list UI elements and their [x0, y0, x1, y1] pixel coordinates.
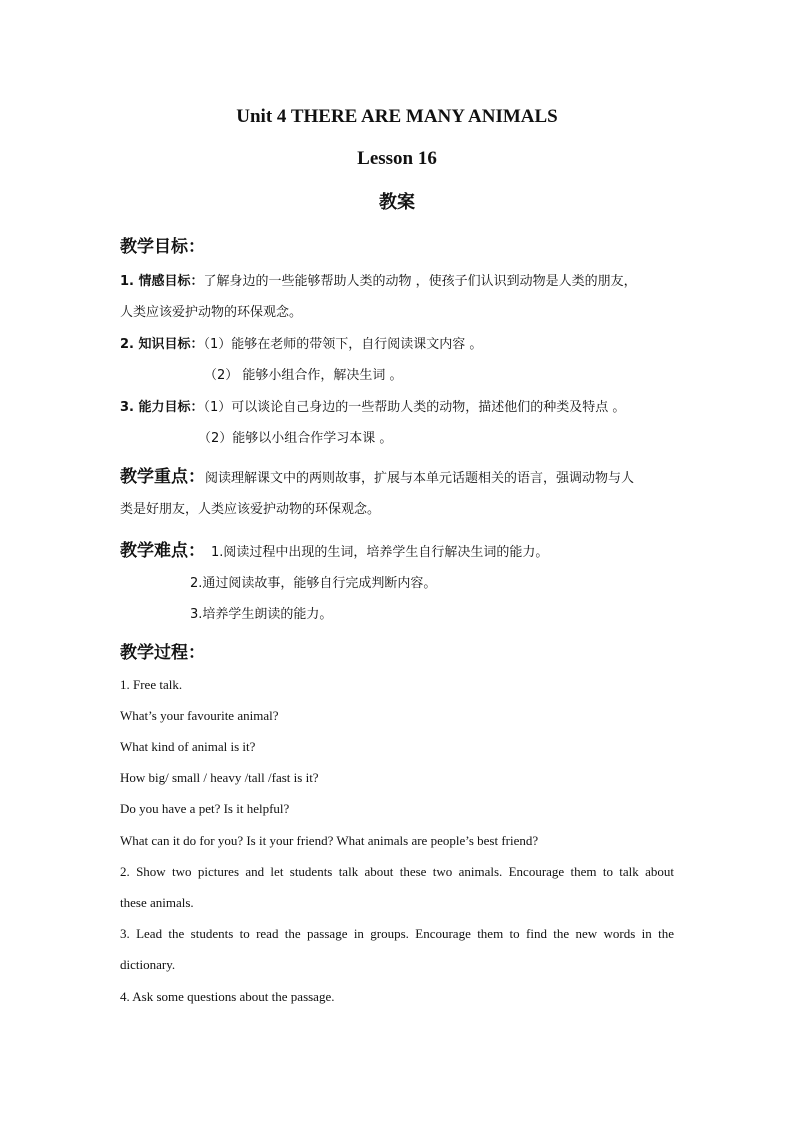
key-points-continued: 类是好朋友，人类应该爱护动物的环保观念。	[120, 502, 381, 517]
process-line: dictionary.	[120, 957, 176, 972]
goal-2	[120, 333, 482, 352]
lesson-title: Lesson 16	[357, 148, 437, 169]
goals-heading: 教学目标：	[120, 237, 205, 257]
doc-subtitle: 教案	[379, 192, 415, 213]
goal-1-continued: 人类应该爱护动物的环保观念。	[120, 305, 303, 320]
process-line: 2. Show two pictures and let students talk about these two animals. Encourage them to talk about	[120, 864, 674, 879]
goal-3	[120, 396, 625, 415]
goal-2-label: 2. 知识目标：	[120, 337, 204, 352]
process-heading: 教学过程：	[120, 643, 205, 663]
key-points	[120, 462, 634, 487]
process-line: 4. Ask some questions about the passage.	[120, 989, 335, 1004]
goal-1-label: 1. 情感目标：	[120, 274, 204, 289]
process-line: What’s your favourite animal?	[120, 708, 279, 723]
key-points-text: 阅读理解课文中的两则故事，扩展与本单元话题相关的语言，强调动物与人	[205, 471, 635, 486]
process-line: What can it do for you? Is it your friend? What animals are people’s best friend?	[120, 833, 539, 848]
goal-2-text-2: （2） 能够小组合作，解决生词 。	[204, 368, 403, 383]
goal-2-text-1: （1）能够在老师的带领下，自行阅读课文内容 。	[203, 337, 483, 352]
difficulty-2: 2.通过阅读故事，能够自行完成判断内容。	[190, 576, 437, 591]
goal-1-text: 了解身边的一些能够帮助人类的动物 ，使孩子们认识到动物是人类的朋友，	[203, 274, 637, 289]
goal-3-text-2: （2）能够以小组合作学习本课 。	[198, 431, 393, 446]
difficulty-1: 1.阅读过程中出现的生词，培养学生自行解决生词的能力。	[211, 545, 549, 560]
goal-3-label: 3. 能力目标：	[120, 400, 204, 415]
difficulty-3: 3.培养学生朗读的能力。	[190, 607, 333, 622]
doc-title: Unit 4 THERE ARE MANY ANIMALS	[236, 106, 558, 127]
process-line: What kind of animal is it?	[120, 739, 256, 754]
goal-3-text-1: （1）可以谈论自己身边的一些帮助人类的动物，描述他们的种类及特点 。	[203, 400, 626, 415]
difficulties	[120, 536, 548, 561]
process-line: these animals.	[120, 895, 194, 910]
process-line: Do you have a pet? Is it helpful?	[120, 801, 290, 816]
process-line: 1. Free talk.	[120, 677, 183, 692]
process-line: 3. Lead the students to read the passage in groups. Encourage them to find the new words in the	[120, 926, 674, 941]
difficulties-heading: 教学难点：	[120, 541, 205, 561]
key-points-heading: 教学重点：	[120, 467, 205, 487]
process-line: How big/ small / heavy /tall /fast is it?	[120, 770, 319, 785]
goal-1	[120, 270, 637, 289]
